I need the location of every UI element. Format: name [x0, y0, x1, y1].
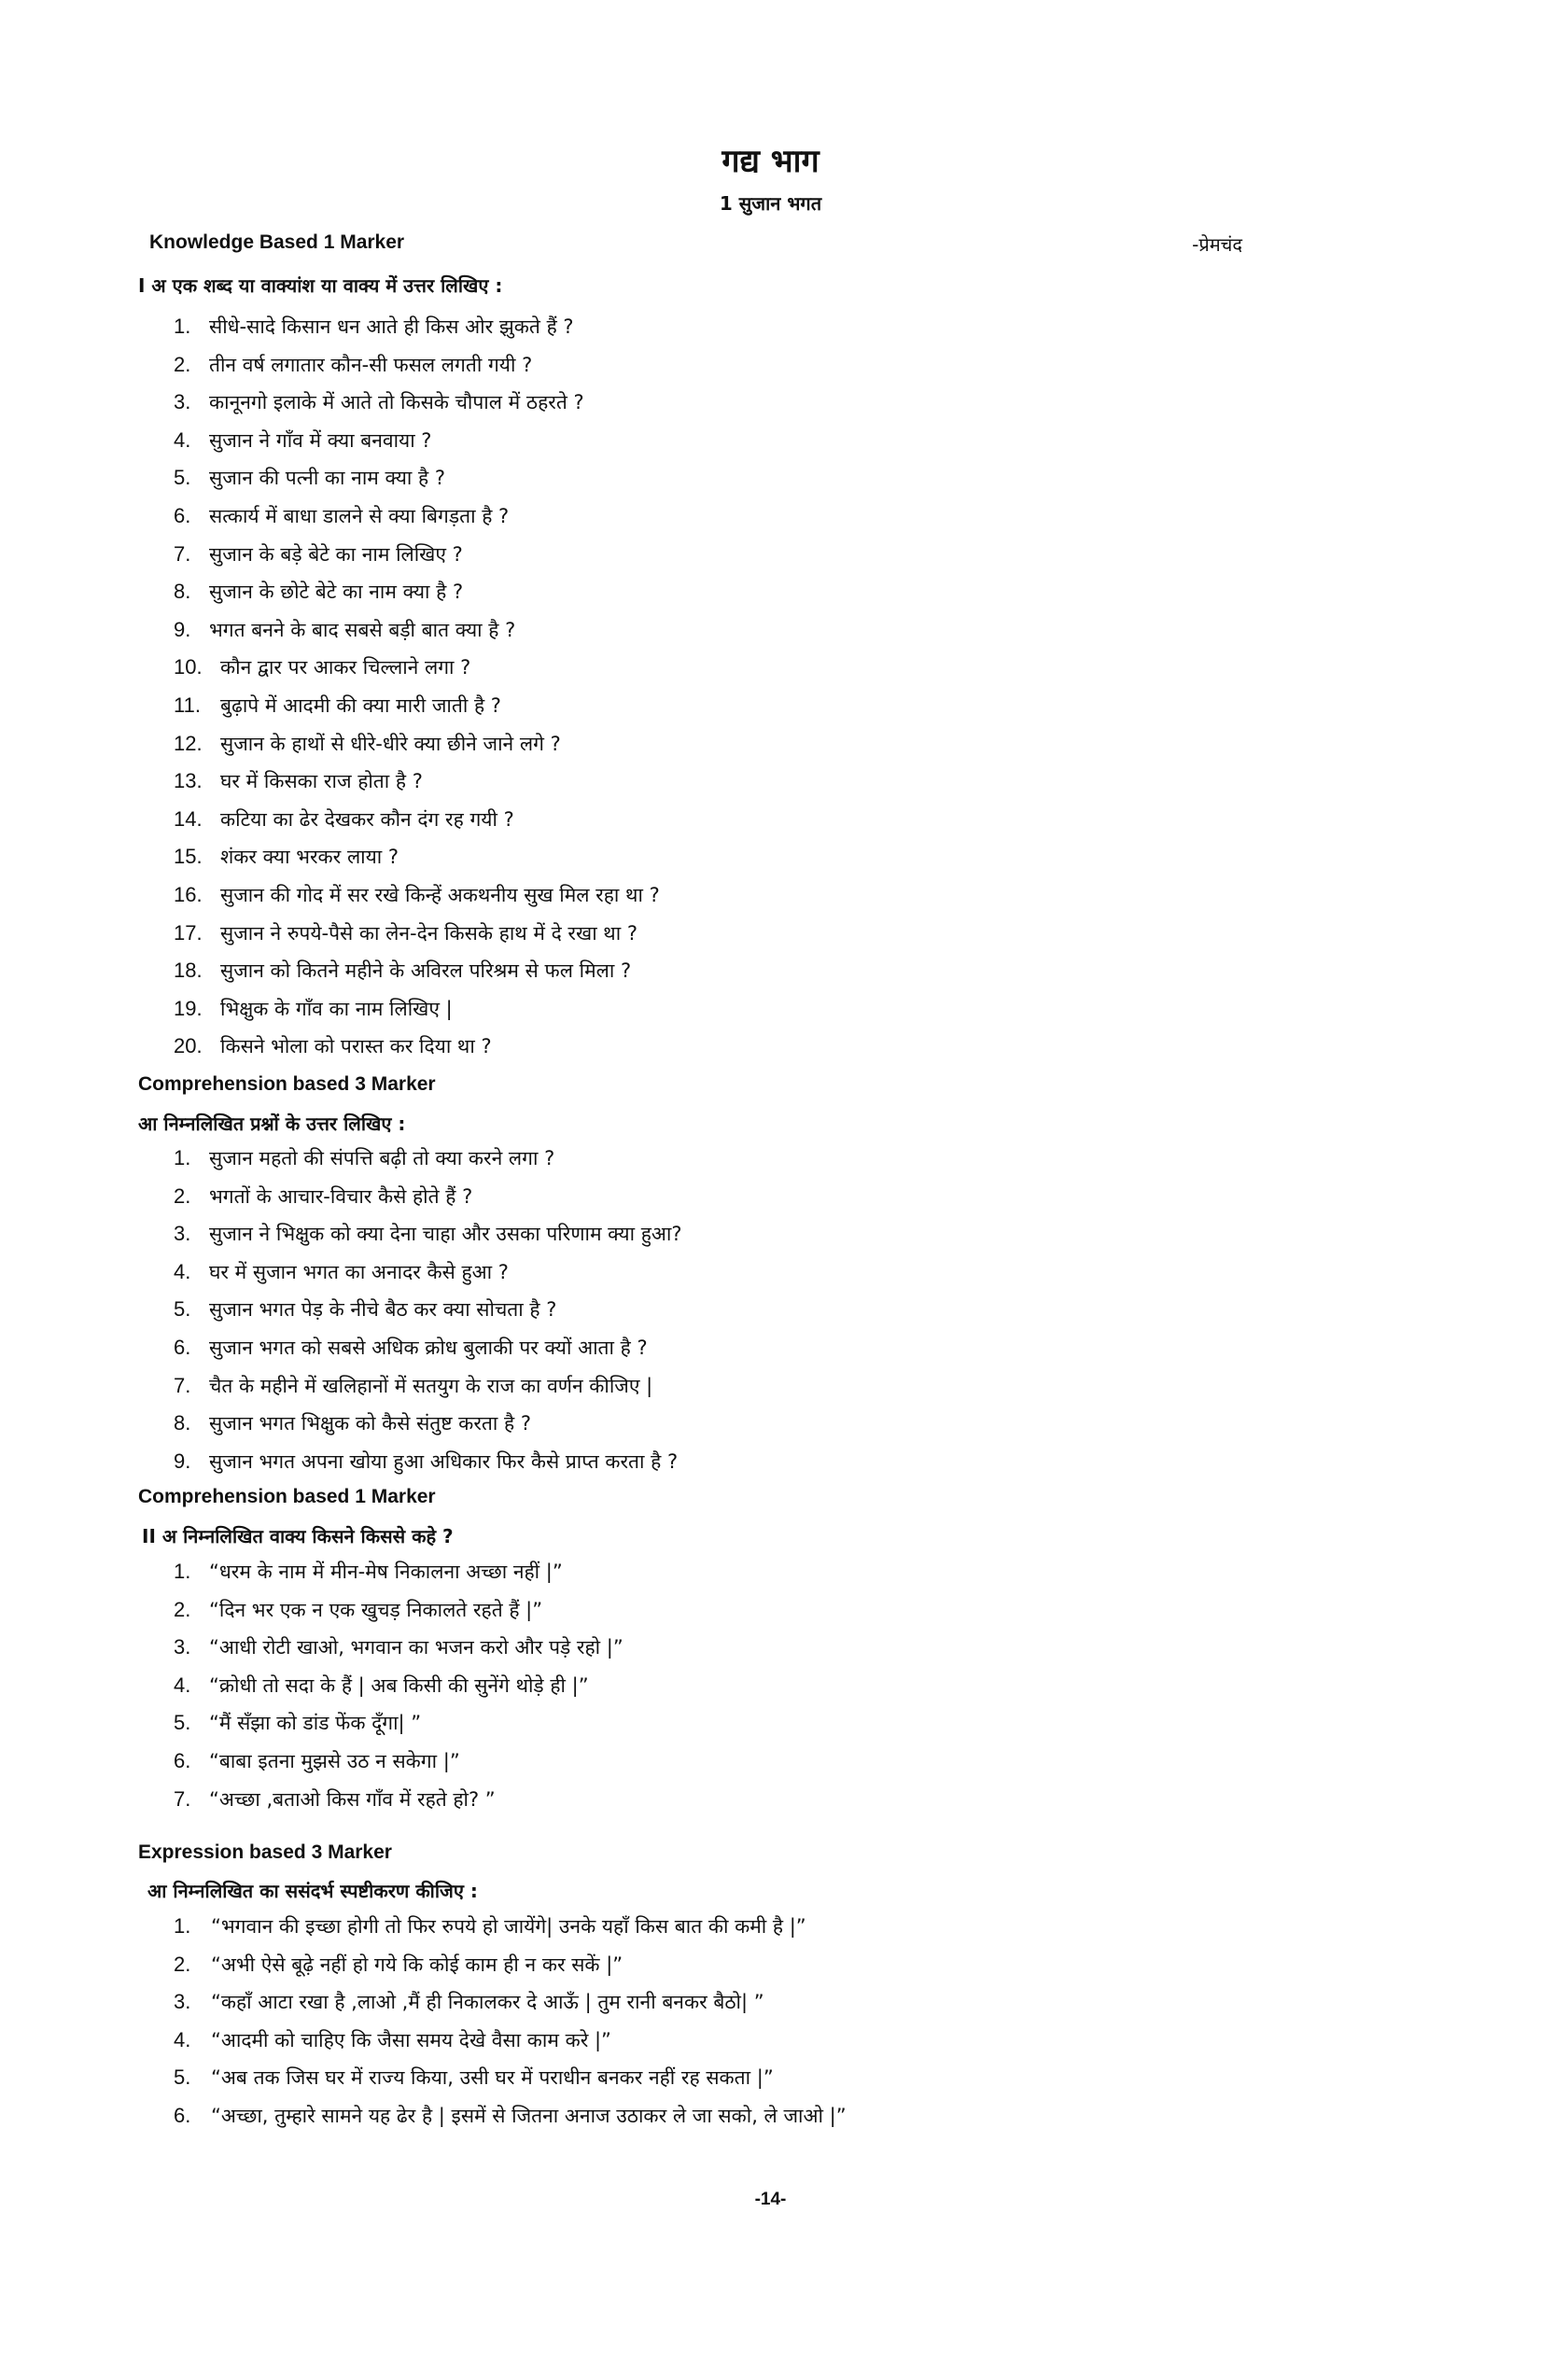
question-number: 2.	[174, 352, 191, 376]
question-number: 1.	[174, 1914, 191, 1938]
question-number: 6.	[174, 1748, 191, 1772]
question-text: सुजान को कितने महीने के अविरल परिश्रम से फल मिला ?	[220, 959, 632, 983]
question-number: 13.	[174, 769, 203, 793]
section-heading-knowledge: Knowledge Based 1 Marker	[149, 231, 405, 253]
question-text: किसने भोला को परास्त कर दिया था ?	[220, 1035, 492, 1058]
section-instruction: आ निम्नलिखित का ससंदर्भ स्पष्टीकरण कीजिए :	[147, 1880, 478, 1902]
question-text: सुजान भगत भिक्षुक को कैसे संतुष्ट करता है ?	[209, 1412, 531, 1435]
question-number: 5.	[174, 466, 191, 490]
question-text: “कहाँ आटा रखा है ,लाओ ,मैं ही निकालकर दे आऊँ | तुम रानी बनकर बैठो| ”	[211, 1991, 764, 2014]
question-number: 16.	[174, 882, 203, 906]
question-number: 6.	[174, 1335, 191, 1359]
question-text: तीन वर्ष लगातार कौन-सी फसल लगती गयी ?	[209, 353, 533, 376]
question-text: “अभी ऐसे बूढ़े नहीं हो गये कि कोई काम ही न कर सकें |”	[211, 1953, 623, 1976]
question-text: “बाबा इतना मुझसे उठ न सकेगा |”	[209, 1749, 460, 1772]
question-text: चैत के महीने में खलिहानों में सतयुग के राज का वर्णन कीजिए |	[209, 1374, 653, 1397]
question-text: सुजान भगत अपना खोया हुआ अधिकार फिर कैसे प्राप्त करता है ?	[209, 1449, 679, 1473]
question-text: “धरम के नाम में मीन-मेष निकालना अच्छा नहीं |”	[209, 1561, 563, 1583]
question-text: शंकर क्या भरकर लाया ?	[220, 846, 399, 869]
question-number: 5.	[174, 1711, 191, 1735]
question-number: 4.	[174, 2027, 191, 2051]
question-number: 14.	[174, 806, 203, 831]
question-text: “दिन भर एक न एक खुचड़ निकालते रहते हैं |”	[209, 1598, 543, 1621]
question-text: “भगवान की इच्छा होगी तो फिर रुपये हो जायेंगे| उनके यहाँ किस बात की कमी है |”	[211, 1915, 806, 1938]
question-number: 3.	[174, 390, 191, 414]
chapter-title: 1 सुजान भगत	[719, 192, 822, 215]
question-number: 4.	[174, 1673, 191, 1697]
question-number: 6.	[174, 2103, 191, 2127]
question-text: भगतों के आचार-विचार कैसे होते हैं ?	[209, 1184, 473, 1208]
question-text: भिक्षुक के गाँव का नाम लिखिए |	[220, 997, 453, 1020]
question-text: कटिया का ढेर देखकर कौन दंग रह गयी ?	[220, 807, 514, 831]
page-title: गद्य भाग	[721, 143, 820, 180]
question-text: सुजान ने भिक्षुक को क्या देना चाहा और उसका परिणाम क्या हुआ?	[209, 1223, 682, 1246]
question-text: सुजान की गोद में सर रखे किन्हें अकथनीय सुख मिल रहा था ?	[220, 883, 660, 906]
question-number: 12.	[174, 731, 203, 755]
question-number: 7.	[174, 1373, 191, 1397]
question-text: “मैं सँझा को डांड फेंक दूँगा| ”	[209, 1712, 422, 1735]
section-instruction: II अ निम्नलिखित वाक्य किसने किससे कहे ?	[142, 1525, 454, 1547]
question-text: सुजान ने रुपये-पैसे का लेन-देन किसके हाथ में दे रखा था ?	[220, 921, 637, 945]
question-number: 8.	[174, 580, 191, 604]
question-text: “अब तक जिस घर में राज्य किया, उसी घर में पराधीन बनकर नहीं रह सकता |”	[211, 2066, 774, 2090]
question-text: सुजान ने गाँव में क्या बनवाया ?	[209, 428, 432, 452]
question-number: 19.	[174, 996, 203, 1020]
section-instruction: I अ एक शब्द या वाक्यांश या वाक्य में उत्तर लिखिए :	[138, 274, 503, 297]
question-number: 4.	[174, 1259, 191, 1283]
question-number: 18.	[174, 959, 203, 983]
question-text: सीधे-सादे किसान धन आते ही किस ओर झुकते हैं ?	[209, 315, 574, 338]
question-text: “आधी रोटी खाओ, भगवान का भजन करो और पड़े रहो |”	[209, 1636, 623, 1659]
question-number: 3.	[174, 1635, 191, 1659]
question-text: सुजान भगत को सबसे अधिक क्रोध बुलाकी पर क्यों आता है ?	[209, 1336, 648, 1359]
section-heading-comprehension-1: Comprehension based 1 Marker	[138, 1486, 436, 1507]
question-number: 7.	[174, 541, 191, 566]
question-text: “आदमी को चाहिए कि जैसा समय देखे वैसा काम करे |”	[211, 2028, 611, 2051]
question-number: 4.	[174, 427, 191, 452]
page-number: -14-	[754, 2190, 787, 2209]
question-number: 3.	[174, 1222, 191, 1246]
question-number: 5.	[174, 2065, 191, 2090]
question-text: घर में किसका राज होता है ?	[220, 770, 423, 793]
question-text: सुजान भगत पेड़ के नीचे बैठ कर क्या सोचता है ?	[209, 1298, 557, 1322]
question-text: कानूनगो इलाके में आते तो किसके चौपाल में ठहरते ?	[209, 391, 584, 414]
question-number: 10.	[174, 655, 203, 679]
question-text: बुढ़ापे में आदमी की क्या मारी जाती है ?	[220, 693, 501, 717]
question-number: 2.	[174, 1597, 191, 1621]
question-number: 15.	[174, 845, 203, 869]
question-text: सुजान के छोटे बेटे का नाम क्या है ?	[209, 581, 464, 604]
question-text: कौन द्वार पर आकर चिल्लाने लगा ?	[220, 656, 471, 679]
question-number: 1.	[174, 315, 191, 338]
question-text: सत्कार्य में बाधा डालने से क्या बिगड़ता है ?	[209, 504, 510, 527]
question-text: भगत बनने के बाद सबसे बड़ी बात क्या है ?	[209, 618, 516, 641]
question-number: 20.	[174, 1034, 203, 1058]
question-number: 6.	[174, 503, 191, 527]
question-number: 1.	[174, 1146, 191, 1169]
question-text: सुजान के बड़े बेटे का नाम लिखिए ?	[209, 542, 463, 566]
question-number: 3.	[174, 1990, 191, 2014]
question-text: घर में सुजान भगत का अनादर कैसे हुआ ?	[209, 1260, 509, 1283]
question-number: 7.	[174, 1786, 191, 1811]
question-number: 2.	[174, 1183, 191, 1208]
question-number: 2.	[174, 1952, 191, 1976]
section-instruction: आ निम्नलिखित प्रश्नों के उत्तर लिखिए :	[138, 1113, 406, 1135]
section-heading-expression: Expression based 3 Marker	[138, 1841, 392, 1863]
question-number: 8.	[174, 1411, 191, 1435]
question-text: “क्रोधी तो सदा के हैं | अब किसी की सुनेंगे थोड़े ही |”	[209, 1673, 589, 1697]
question-number: 9.	[174, 617, 191, 641]
question-text: सुजान के हाथों से धीरे-धीरे क्या छीने जाने लगे ?	[220, 732, 561, 755]
question-number: 9.	[174, 1449, 191, 1473]
question-number: 17.	[174, 920, 203, 945]
question-number: 5.	[174, 1297, 191, 1322]
question-number: 1.	[174, 1560, 191, 1583]
question-text: “अच्छा ,बताओ किस गाँव में रहते हो? ”	[209, 1787, 496, 1811]
author-name: -प्रेमचंद	[1192, 233, 1242, 256]
question-text: सुजान महतो की संपत्ति बढ़ी तो क्या करने लगा ?	[209, 1147, 555, 1169]
question-text: सुजान की पत्नी का नाम क्या है ?	[209, 467, 446, 490]
question-number: 11.	[174, 693, 201, 717]
question-text: “अच्छा, तुम्हारे सामने यह ढेर है | इसमें से जितना अनाज उठाकर ले जा सको, ले जाओ |”	[211, 2104, 847, 2127]
section-heading-comprehension-3: Comprehension based 3 Marker	[138, 1073, 436, 1095]
